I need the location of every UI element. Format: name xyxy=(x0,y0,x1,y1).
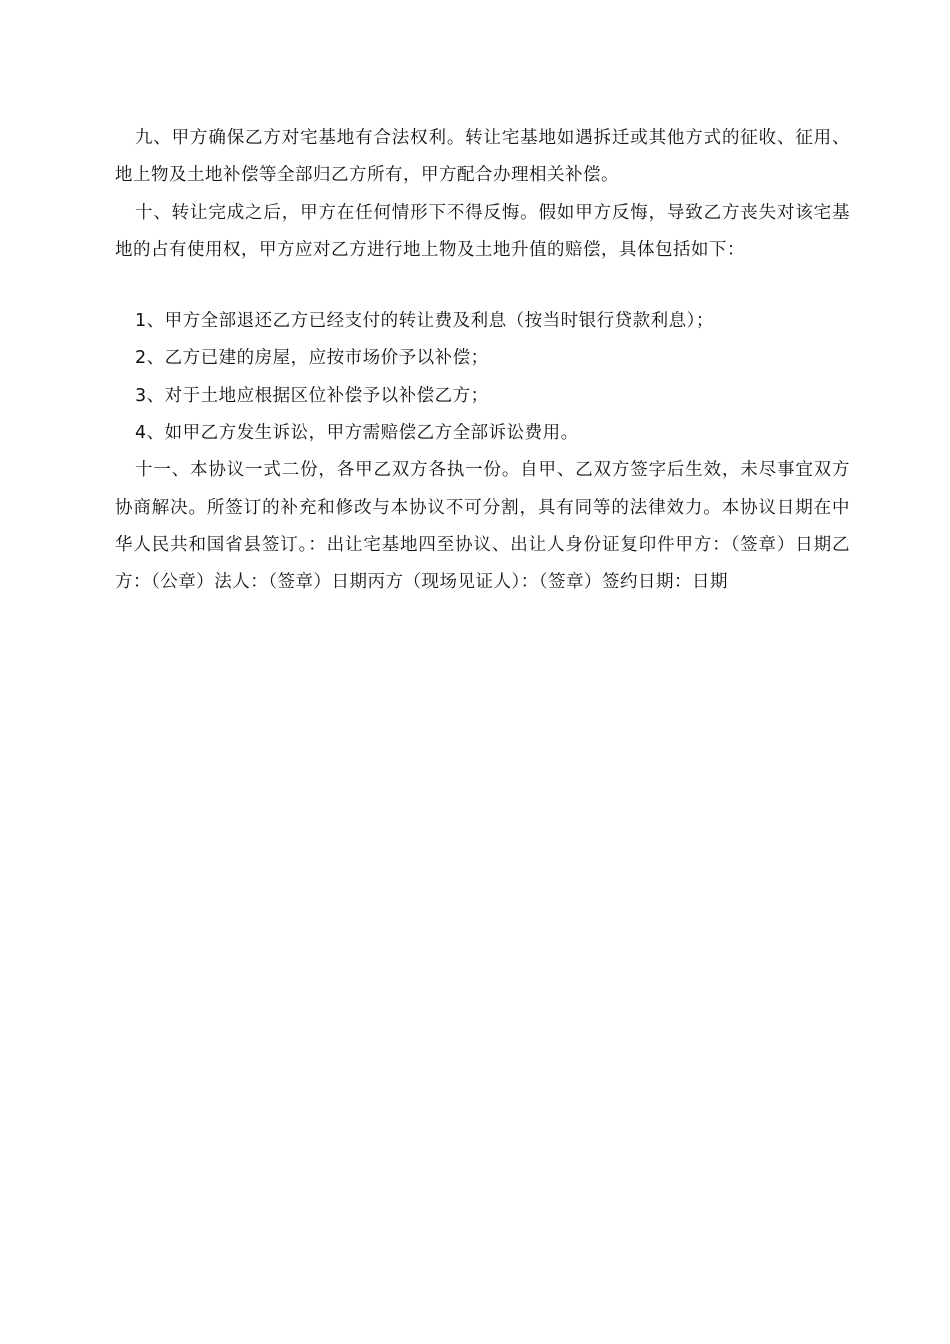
clause-10: 十、转让完成之后，甲方在任何情形下不得反悔。假如甲方反悔，导致乙方丧失对该宅基地的占有使用权，甲方应对乙方进行地上物及土地升值的赔偿，具体包括如下： xyxy=(115,202,850,260)
clause-9: 九、甲方确保乙方对宅基地有合法权利。转让宅基地如遇拆迁或其他方式的征收、征用、地上物及土地补偿等全部归乙方所有，甲方配合办理相关补偿。 xyxy=(115,128,850,186)
compensation-item-3: 3、对于土地应根据区位补偿予以补偿乙方； xyxy=(135,385,489,406)
clause-11: 十一、本协议一式二份，各甲乙双方各执一份。自甲、乙双方签字后生效，未尽事宜双方协商解决。所签订的补充和修改与本协议不可分割，具有同等的法律效力。本协议日期在中华人民共和国省县签订。：出让宅基地四至协议、出让人身份证复印件甲方：（签章）日期乙方：（公章）法人：（签章）日期丙方（现场见证人）：（签章）签约日期：日期 xyxy=(115,460,850,593)
paragraph-gap xyxy=(115,269,850,303)
compensation-item-2: 2、乙方已建的房屋，应按市场价予以补偿； xyxy=(135,348,489,369)
compensation-item-4: 4、如甲乙方发生诉讼，甲方需赔偿乙方全部诉讼费用。 xyxy=(135,423,579,444)
compensation-item-1: 1、甲方全部退还乙方已经支付的转让费及利息（按当时银行贷款利息）； xyxy=(135,311,714,332)
document-body xyxy=(115,120,850,602)
compensation-list xyxy=(115,303,850,452)
